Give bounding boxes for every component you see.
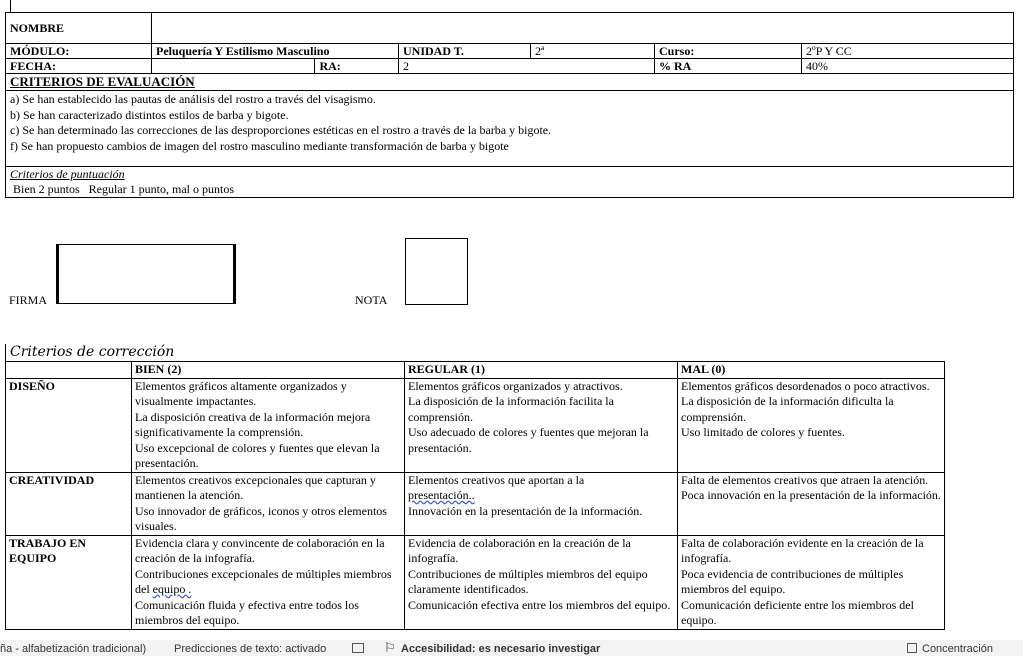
- diseno-mal: [678, 378, 945, 472]
- modulo-value[interactable]: Peluquería Y Estilismo Masculino: [152, 44, 399, 59]
- creatividad-bien-1: Elementos creativos excepcionales que capturan y mantienen la atención.: [135, 472, 376, 502]
- creatividad-bien: [132, 472, 405, 535]
- criterios-title: CRITERIOS DE EVALUACIÓN: [10, 74, 195, 89]
- header-table: [5, 12, 1014, 198]
- diseno-regular-1: Elementos gráficos organizados y atractivos.: [408, 378, 623, 393]
- accessibility-icon[interactable]: ⚐: [384, 640, 396, 655]
- creatividad-regular-1: Elementos creativos que aportan a la: [408, 472, 585, 487]
- row-label-creatividad: CREATIVIDAD: [6, 472, 132, 535]
- creatividad-mal-2: Poca innovación en la presentación de la información.: [681, 488, 941, 502]
- trabajo-bien-2b: equipo .: [152, 582, 192, 596]
- criterio-c: c) Se han determinado las correcciones de las desproporciones estéticas en el rostro a través de la barba y bigote.: [10, 123, 552, 137]
- criterio-a: a) Se han establecido las pautas de análisis del rostro a través del visagismo.: [10, 92, 376, 106]
- page-corner-mark: [10, 0, 11, 12]
- nota-label: NOTA: [355, 293, 388, 307]
- diseno-mal-2: La disposición de la información dificulta la comprensión.: [681, 394, 894, 424]
- criterio-f: f) Se han propuesto cambios de imagen del rostro masculino mediante transformación de barba y bigote: [10, 138, 509, 153]
- ra-value[interactable]: 2: [399, 59, 655, 74]
- status-accessibility[interactable]: Accesibilidad: es necesario investigar: [401, 643, 601, 655]
- unidad-label: UNIDAD T.: [399, 44, 531, 59]
- creatividad-regular-2: presentación..: [408, 488, 475, 502]
- puntuacion-cell: [6, 167, 1014, 198]
- trabajo-mal-3: Comunicación deficiente entre los miembros del equipo.: [681, 597, 914, 627]
- diseno-regular: [405, 378, 678, 472]
- trabajo-mal: [678, 535, 945, 629]
- row-label-trabajo-equipo: [6, 535, 132, 629]
- firma-label: FIRMA: [9, 293, 48, 307]
- rubric-table: [5, 361, 945, 630]
- puntuacion-text: Bien 2 puntos Regular 1 punto, mal o puntos: [10, 182, 234, 196]
- rubric-corner: [6, 362, 132, 379]
- trabajo-bien-2: [135, 567, 401, 598]
- trabajo-mal-2: Poca evidencia de contribuciones de múltiples miembros del equipo.: [681, 566, 904, 596]
- criterios-list: [6, 91, 1014, 167]
- trabajo-regular-2: Contribuciones de múltiples miembros del equipo claramente identificados.: [408, 566, 648, 596]
- diseno-bien: [132, 378, 405, 472]
- ra-label: RA:: [315, 59, 399, 74]
- nombre-field[interactable]: [152, 13, 1014, 44]
- nota-box[interactable]: [405, 238, 468, 305]
- trabajo-label-2: EQUIPO: [9, 551, 57, 565]
- trabajo-bien-1: Evidencia clara y convincente de colaboración en la creación de la infografía.: [135, 535, 385, 565]
- criterio-b: b) Se han caracterizado distintos estilos de barba y bigote.: [10, 107, 289, 122]
- creatividad-regular: [405, 472, 678, 535]
- trabajo-mal-1: Falta de colaboración evidente en la creación de la infografía.: [681, 535, 924, 565]
- header-regular: REGULAR (1): [405, 362, 678, 379]
- creatividad-bien-2: Uso innovador de gráficos, iconos y otros elementos visuales.: [135, 503, 387, 533]
- diseno-mal-3: Uso limitado de colores y fuentes.: [681, 425, 845, 439]
- trabajo-bien-3: Comunicación fluida y efectiva entre todos los miembros del equipo.: [135, 597, 359, 627]
- puntuacion-title: Criterios de puntuación: [10, 167, 125, 181]
- macro-icon[interactable]: [352, 643, 364, 653]
- status-predictions[interactable]: Predicciones de texto: activado: [174, 643, 327, 655]
- diseno-bien-2: La disposición creativa de la información mejora significativamente la comprensión.: [135, 409, 371, 439]
- curso-label: Curso:: [655, 44, 802, 59]
- unidad-value[interactable]: 2ª: [531, 44, 655, 59]
- status-focus[interactable]: Concentración: [922, 643, 993, 655]
- diseno-bien-1: Elementos gráficos altamente organizados y visualmente impactantes.: [135, 378, 347, 408]
- creatividad-mal-1: Falta de elementos creativos que atraen la atención.: [681, 472, 929, 487]
- header-mal: MAL (0): [678, 362, 945, 379]
- diseno-regular-3: Uso adecuado de colores y fuentes que mejoran la presentación.: [408, 425, 649, 455]
- trabajo-regular-3: Comunicación efectiva entre los miembros del equipo.: [408, 597, 671, 612]
- diseno-mal-1: Elementos gráficos desordenados o poco atractivos.: [681, 378, 930, 393]
- status-language[interactable]: ña - alfabetización tradicional): [0, 643, 147, 655]
- creatividad-regular-3: Innovación en la presentación de la información.: [408, 503, 643, 518]
- trabajo-regular: [405, 535, 678, 629]
- fecha-label: FECHA:: [6, 59, 152, 74]
- trabajo-bien: [132, 535, 405, 629]
- curso-value[interactable]: 2ºP Y CC: [802, 44, 1014, 59]
- nombre-label: NOMBRE: [6, 13, 152, 44]
- row-label-diseno: DISEÑO: [6, 378, 132, 472]
- title-left-border: [5, 344, 6, 361]
- correccion-title: Criterios de corrección: [10, 344, 175, 360]
- creatividad-mal: [678, 472, 945, 535]
- trabajo-bien-2a: Contribuciones excepcionales de múltiples miembros del: [135, 566, 392, 596]
- pct-ra-label: % RA: [655, 59, 802, 74]
- trabajo-regular-1: Evidencia de colaboración en la creación de la infografía.: [408, 535, 631, 565]
- firma-box[interactable]: [56, 244, 236, 304]
- modulo-label: MÓDULO:: [6, 44, 152, 59]
- trabajo-label-1: TRABAJO EN: [9, 535, 87, 550]
- pct-ra-value[interactable]: 40%: [802, 59, 1014, 74]
- header-bien: BIEN (2): [132, 362, 405, 379]
- diseno-bien-3: Uso excepcional de colores y fuentes que elevan la presentación.: [135, 440, 380, 470]
- diseno-regular-2: La disposición de la información facilita la comprensión.: [408, 394, 614, 424]
- focus-icon[interactable]: [907, 643, 917, 653]
- status-bar: [0, 640, 1023, 656]
- criterios-cell: [6, 74, 1014, 91]
- fecha-field[interactable]: [152, 59, 315, 74]
